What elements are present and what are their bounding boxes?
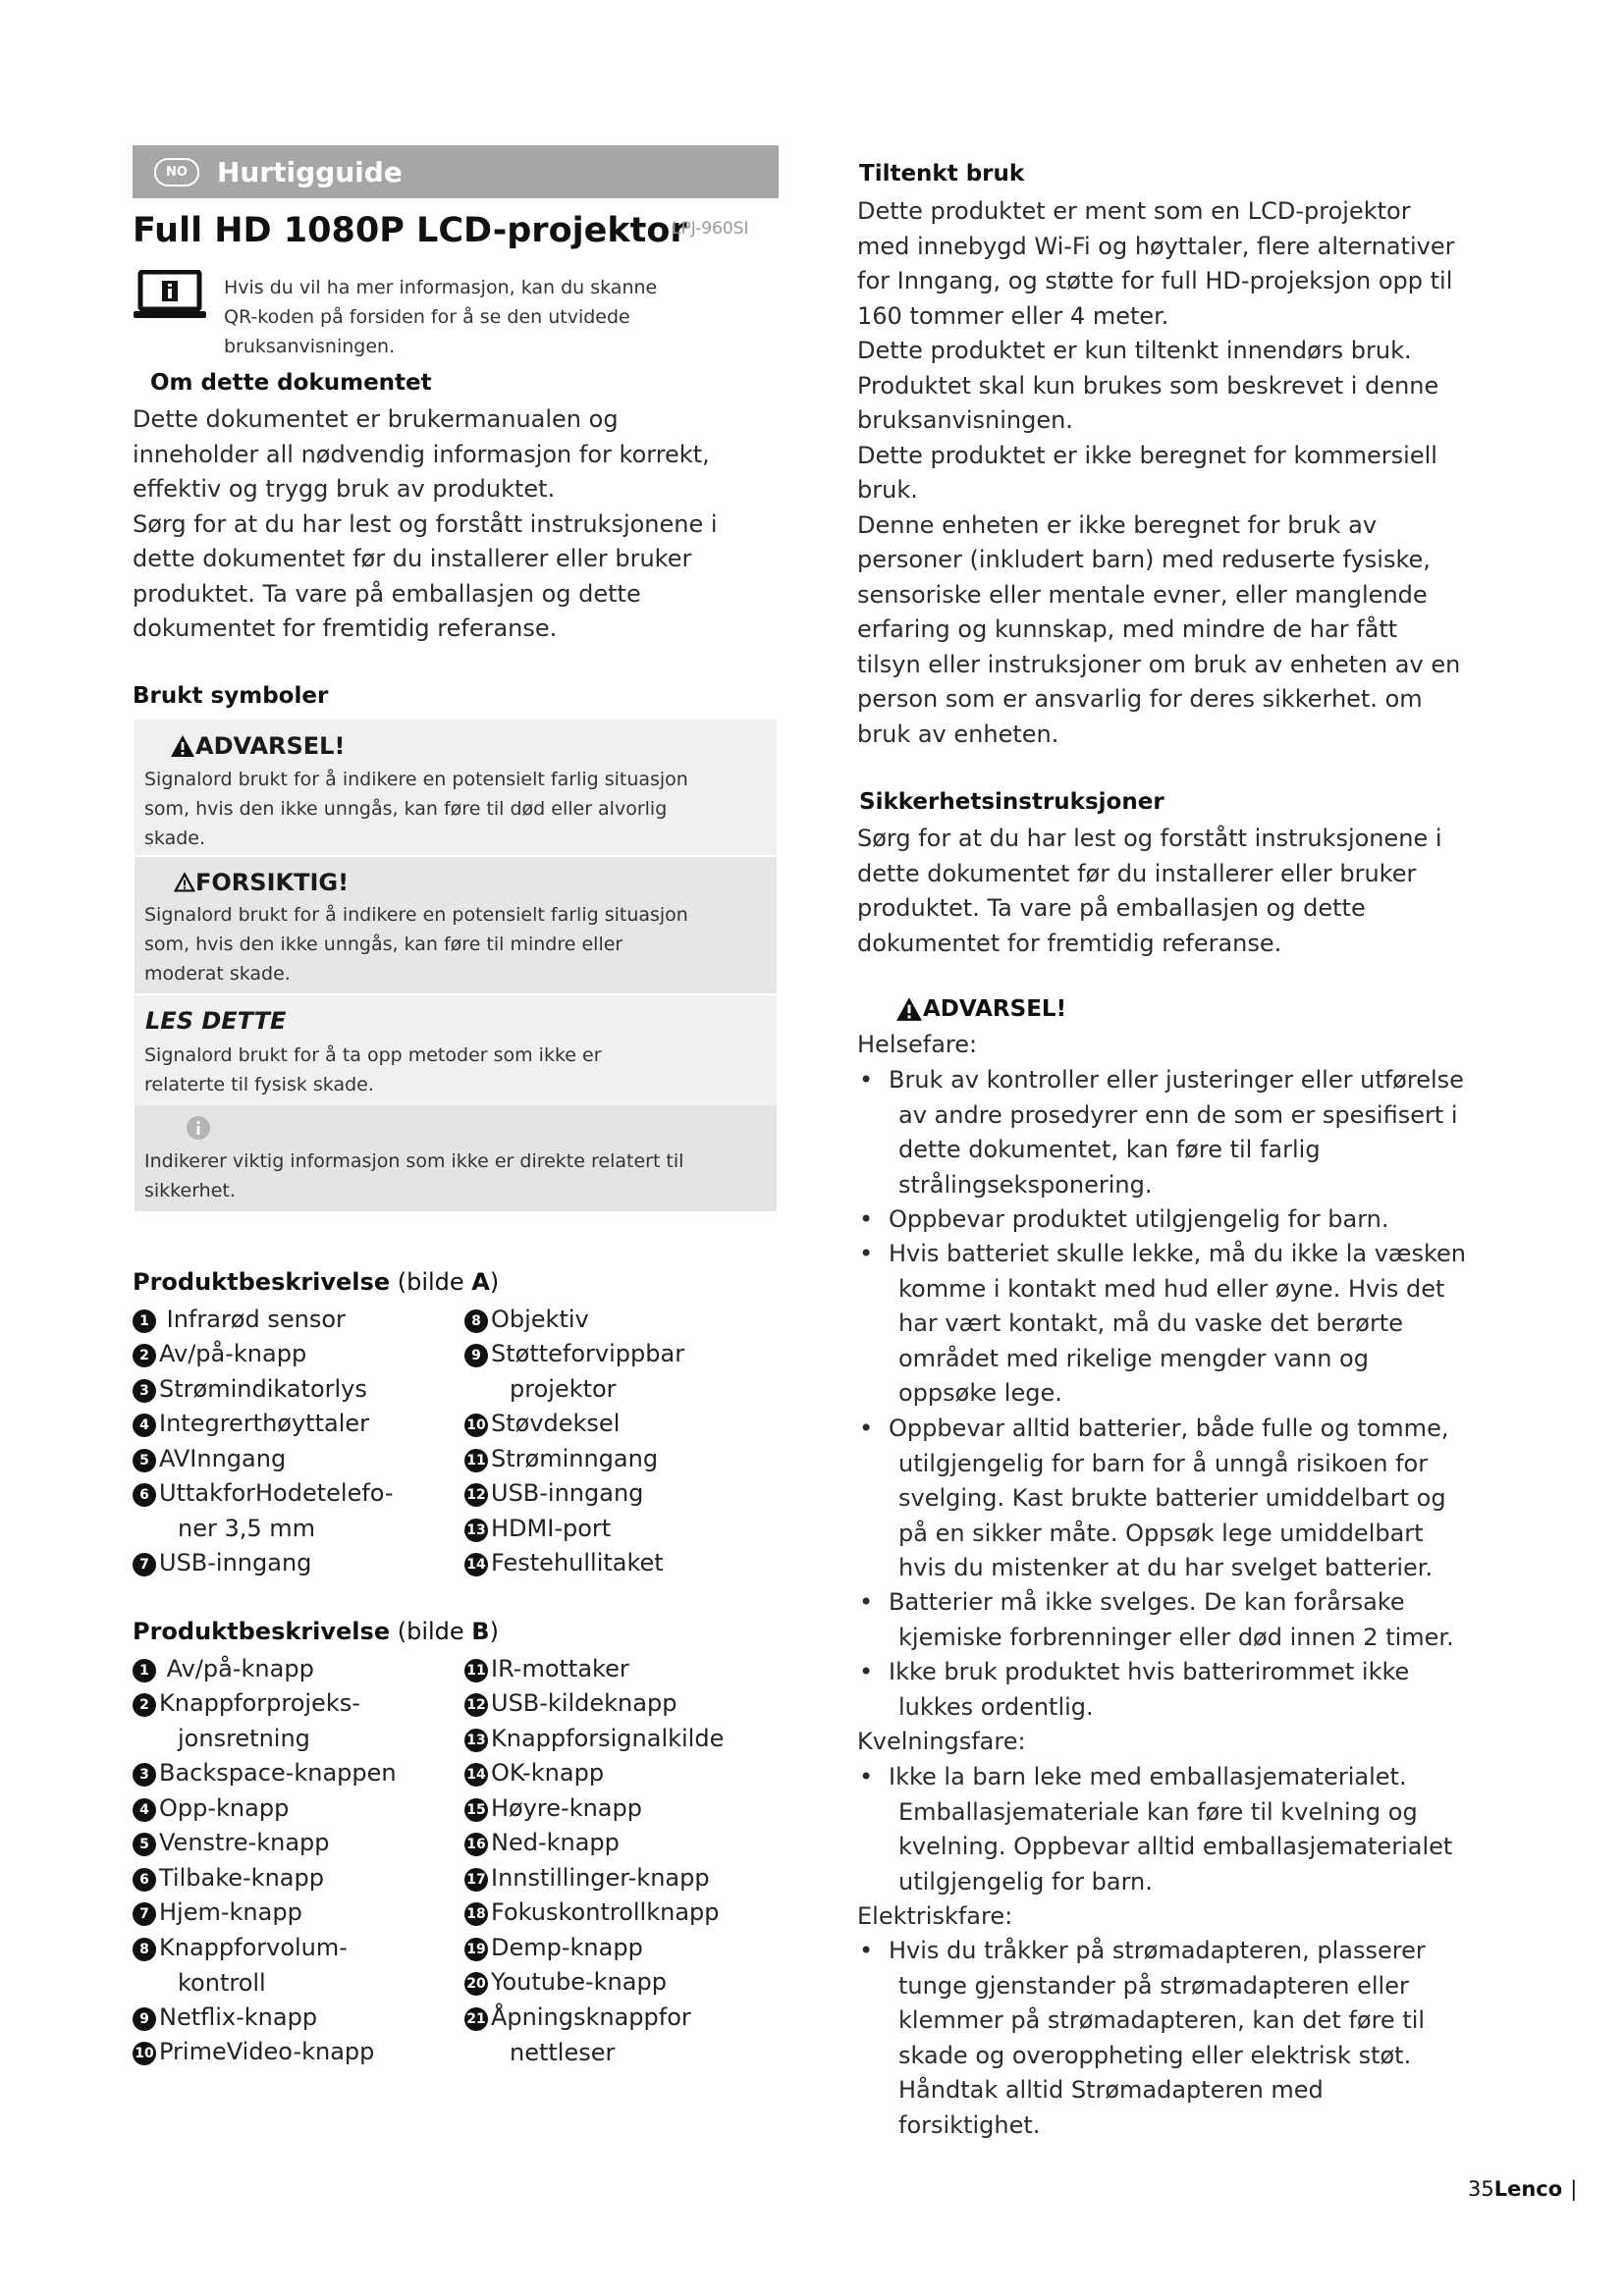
list-item: 4 Opp-knapp [133,1791,289,1827]
list-item: 15 Høyre-knapp [464,1791,642,1827]
list-item: 4 Integrerthøyttaler [133,1407,369,1442]
list-item: 12 USB-inngang [464,1476,643,1512]
list-item: 13 Knappforsignalkilde [464,1722,724,1757]
list-item: 21 Åpningsknappfor nettleser [464,2001,691,2070]
list-item: 13 HDMI-port [464,1512,611,1547]
product-description-b-heading: Produktbeskrivelse (bilde B) [133,1618,499,1645]
page-number: 35 [1468,2177,1494,2201]
list-item: 12 USB-kildeknapp [464,1686,677,1722]
list-item: 11 Strøminngang [464,1442,658,1477]
about-heading: Om dette dokumentet [150,370,432,396]
list-item: 10 PrimeVideo-knapp [133,2035,374,2070]
list-item: 5 Venstre-knapp [133,1826,330,1861]
caution-triangle-icon [174,872,195,893]
intended-use-paragraph: Dette produktet er ment som en LCD-projektor med innebygd Wi-Fi og høyttaler, flere alternativer for Inngang, og støtte for full HD-projeksjon opp til 160 tommer eller 4 meter. Dette produktet er kun tiltenkt innendørs bruk. Produktet skal kun brukes som beskrevet i denne bruksanvisningen. Dette produktet er ikke beregnet for kommersiell bruk. Denne enheten er ikke beregnet for bruk av personer (inkludert barn) med reduserte fysiske, sensoriske eller mentale evner, eller manglende erfaring og kunnskap, med mindre de har fått tilsyn eller instruksjoner om bruk av enheten av en person som er ansvarlig for deres sikkerhet. om bruk av enheten. [857,197,1461,748]
list-item: 19 Demp-knapp [464,1931,643,1966]
read-this-label: LES DETTE [145,1007,287,1035]
bullet-item: • Hvis batteriet skulle lekke, må du ikke la væsken komme i kontakt med hud eller øyne. Hvis det har vært kontakt, må du vaske det berørte området med rikelige mengder vann og oppsøke lege. [859,1240,1467,1407]
about-paragraph: Dette dokumentet er brukermanualen og inneholder all nødvendig informasjon for korrekt, effektiv og trygg bruk av produktet. Sørg for at du har lest og forstått instruksjonene i dette dokumentet før du installerer eller bruker produktet. Ta vare på emballasjen og dette dokumentet for fremtidig referanse. [133,405,718,642]
bullet-item: • Oppbevar produktet utilgjengelig for barn. [859,1205,1389,1233]
warning-triangle-icon [170,734,195,758]
list-item: 9 Netflix-knapp [133,2001,317,2036]
list-item: 14 OK-knapp [464,1756,604,1791]
model-number: LPJ-960SI [672,219,749,239]
list-item: 14 Festehullitaket [464,1546,664,1581]
health-hazard-label: Helsefare: [857,1031,978,1058]
list-item: 3 Strømindikatorlys [133,1372,367,1408]
product-title: Full HD 1080P LCD-projektor [133,211,687,250]
list-item: 11 IR-mottaker [464,1652,629,1687]
list-item: 17 Innstillinger-knapp [464,1861,710,1896]
safety-paragraph: Sørg for at du har lest og forstått instruksjonene i dette dokumentet før du installerer eller bruker produktet. Ta vare på emballasjen og dette dokumentet for fremtidig referanse. [857,825,1442,957]
warning-label: ADVARSEL! [195,732,346,760]
list-item: 6 UttakforHodetelefo- ner 3,5 mm [133,1476,394,1546]
info-circle-icon [186,1115,211,1141]
electric-hazard-label: Elektriskfare: [857,1902,1013,1930]
list-item: 5 AVInngang [133,1442,286,1477]
symbols-heading: Brukt symboler [133,683,329,709]
list-item: 3 Backspace-knappen [133,1756,397,1791]
list-item: 1 Av/på-knapp [133,1652,314,1687]
warning-box: ADVARSEL! Signalord brukt for å indikere en potensielt farlig situasjon som, hvis den ikke unngås, kan føre til død eller alvorlig skade. [135,720,777,855]
caution-box: FORSIKTIG! Signalord brukt for å indikere en potensielt farlig situasjon som, hvis den ikke unngås, kan føre til mindre eller moderat skade. [135,857,777,993]
warning-triangle-icon [895,996,923,1022]
bullet-item: • Ikke bruk produktet hvis batterirommet ikke lukkes ordentlig. [859,1658,1410,1721]
header-banner [133,145,779,198]
laptop-info-icon [134,270,206,321]
intro-text: Hvis du vil ha mer informasjon, kan du skanne QR-koden på forsiden for å se den utvidede bruksanvisningen. [224,277,658,357]
list-item: 2 Av/på-knapp [133,1337,306,1372]
list-item: 9 Støtteforvippbar projektor [464,1337,684,1407]
bullet-item: • Hvis du tråkker på strømadapteren, plasserer tunge gjenstander på strømadapteren eller klemmer på strømadapteren, kan det føre til skade og overoppheting eller elektrisk støt. Håndtak alltid Strømadapteren med forsiktighet. [859,1937,1426,2139]
read-this-box: LES DETTE Signalord brukt for å ta opp metoder som ikke er relaterte til fysisk skade. [135,995,777,1105]
language-badge: NO [154,158,199,187]
bullet-item: • Bruk av kontroller eller justeringer eller utførelse av andre prosedyrer enn de som er spesifisert i dette dokumentet, kan føre til farlig strålingseksponering. [859,1066,1464,1199]
brand-name: Lenco [1493,2177,1563,2201]
list-item: 8 Objektiv [464,1303,589,1338]
list-item: 18 Fokuskontrollknapp [464,1896,720,1931]
page-footer: 35Lenco | [1468,2177,1578,2201]
safety-heading: Sikkerhetsinstruksjoner [859,789,1164,815]
intended-use-heading: Tiltenkt bruk [859,161,1025,187]
list-item: 8 Knappforvolum- kontroll [133,1931,348,2001]
list-item: 7 Hjem-knapp [133,1896,302,1931]
list-item: 6 Tilbake-knapp [133,1861,324,1896]
list-item: 16 Ned-knapp [464,1826,620,1861]
safety-warning-label-row: ADVARSEL! [895,996,1066,1022]
list-item: 10 Støvdeksel [464,1407,620,1442]
bullet-item: • Batterier må ikke svelges. De kan forårsake kjemiske forbrenninger eller død innen 2 timer. [859,1588,1454,1651]
list-item: 2 Knappforprojeks- jonsretning [133,1686,360,1756]
list-item: 20 Youtube-knapp [464,1965,667,2001]
caution-label: FORSIKTIG! [195,869,350,896]
note-box: Indikerer viktig informasjon som ikke er direkte relatert til sikkerhet. [135,1105,777,1211]
banner-title: Hurtigguide [217,155,403,188]
bullet-item: • Ikke la barn leke med emballasjematerialet. Emballasjemateriale kan føre til kvelning og kvelning. Oppbevar alltid emballasjematerialet utilgjengelig for barn. [859,1763,1453,1896]
list-item: 7 USB-inngang [133,1546,311,1581]
product-description-a-heading: Produktbeskrivelse (bilde A) [133,1268,500,1296]
choking-hazard-label: Kvelningsfare: [857,1728,1026,1755]
bullet-item: • Oppbevar alltid batterier, både fulle og tomme, utilgjengelig for barn for å unngå risikoen for svelging. Kast brukte batterier umiddelbart og på en sikker måte. Oppsøk lege umiddelbart hvis du mistenker at du har svelget batterier. [859,1415,1449,1581]
list-item: 1 Infrarød sensor [133,1303,346,1338]
